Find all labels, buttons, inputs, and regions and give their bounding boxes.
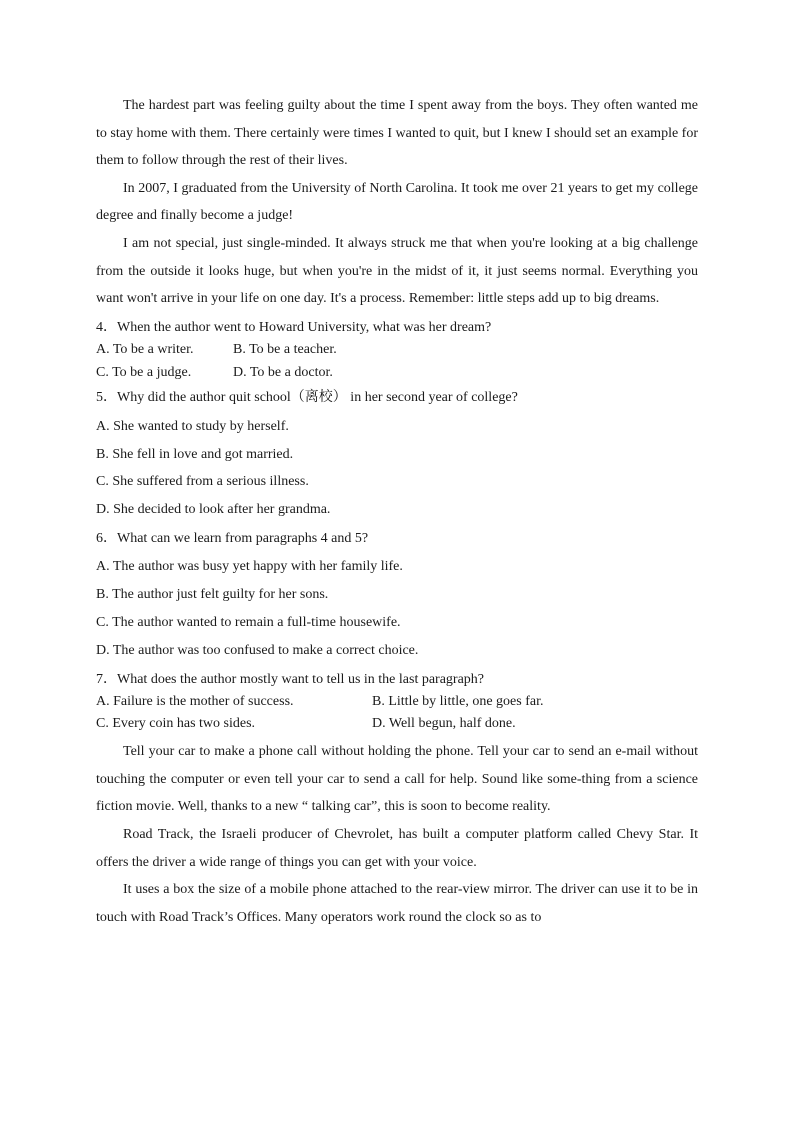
option-a: A. Failure is the mother of success. [96,694,294,710]
paragraph: It uses a box the size of a mobile phone attached to the rear-view mirror. The driver can use it to be in touch with Road Track’s Offices. Many operators work round the clock so as to [96,882,698,925]
option-a: A. The author was busy yet happy with her family life. [96,559,403,575]
question-7 [96,665,698,733]
question-4 [96,313,698,382]
option-c: C. Every coin has two sides. [96,716,256,732]
paragraph: The hardest part was feeling guilty about the time I spent away from the boys. They often wanted me to stay home with them. There certainly were times I wanted to quit, but I knew I should set an example for them to follow through the rest of their lives. [96,98,698,169]
option-d: D. She decided to look after her grandma. [96,502,331,518]
paragraph: In 2007, I graduated from the University of North Carolina. It took me over 21 years to get my college degree and finally become a judge! [96,180,698,224]
option-c: C. She suffered from a serious illness. [96,474,309,490]
document-page [96,92,698,931]
option-row [96,342,698,358]
question-6 [96,524,698,665]
option-d: D. To be a doctor. [233,365,333,381]
question-stem: 5．Why did the author quit school（离校） in her second year of college? [96,390,518,406]
option-a: A. To be a writer. [96,342,194,358]
option-b: B. Little by little, one goes far. [372,694,544,710]
question-stem: 6．What can we learn from paragraphs 4 and 5? [96,530,369,546]
option-b: B. She fell in love and got married. [96,446,294,462]
option-d: D. The author was too confused to make a correct choice. [96,642,419,658]
option-b: B. To be a teacher. [233,342,337,358]
option-row [96,694,698,710]
option-b: B. The author just felt guilty for her sons. [96,587,329,603]
question-stem: 7．What does the author mostly want to tell us in the last paragraph? [96,671,485,687]
option-d: D. Well begun, half done. [372,716,516,732]
option-c: C. To be a judge. [96,365,192,381]
question-stem: 4．When the author went to Howard University, what was her dream? [96,319,492,335]
option-row [96,365,698,381]
paragraph: Road Track, the Israeli producer of Chevrolet, has built a computer platform called Chevy Star. It offers the driver a wide range of things you can get with your voice. [96,826,698,870]
option-row [96,716,698,732]
option-c: C. The author wanted to remain a full-time housewife. [96,615,401,631]
paragraph: Tell your car to make a phone call without holding the phone. Tell your car to send an e-mail without touching the computer or even tell your car to send a call for help. Sound like some-thing from a science fiction movie. Well, thanks to a new “ talking car”, this is soon to become reality. [96,744,698,815]
option-a: A. She wanted to study by herself. [96,418,289,434]
question-5 [96,383,698,524]
paragraph: I am not special, just single-minded. It always struck me that when you're looking at a big challenge from the outside it looks huge, but when you're in the midst of it, it just seems normal. Everything you want won't arrive in your life on one day. It's a process. Remember: little steps add up to big dreams. [96,235,698,307]
